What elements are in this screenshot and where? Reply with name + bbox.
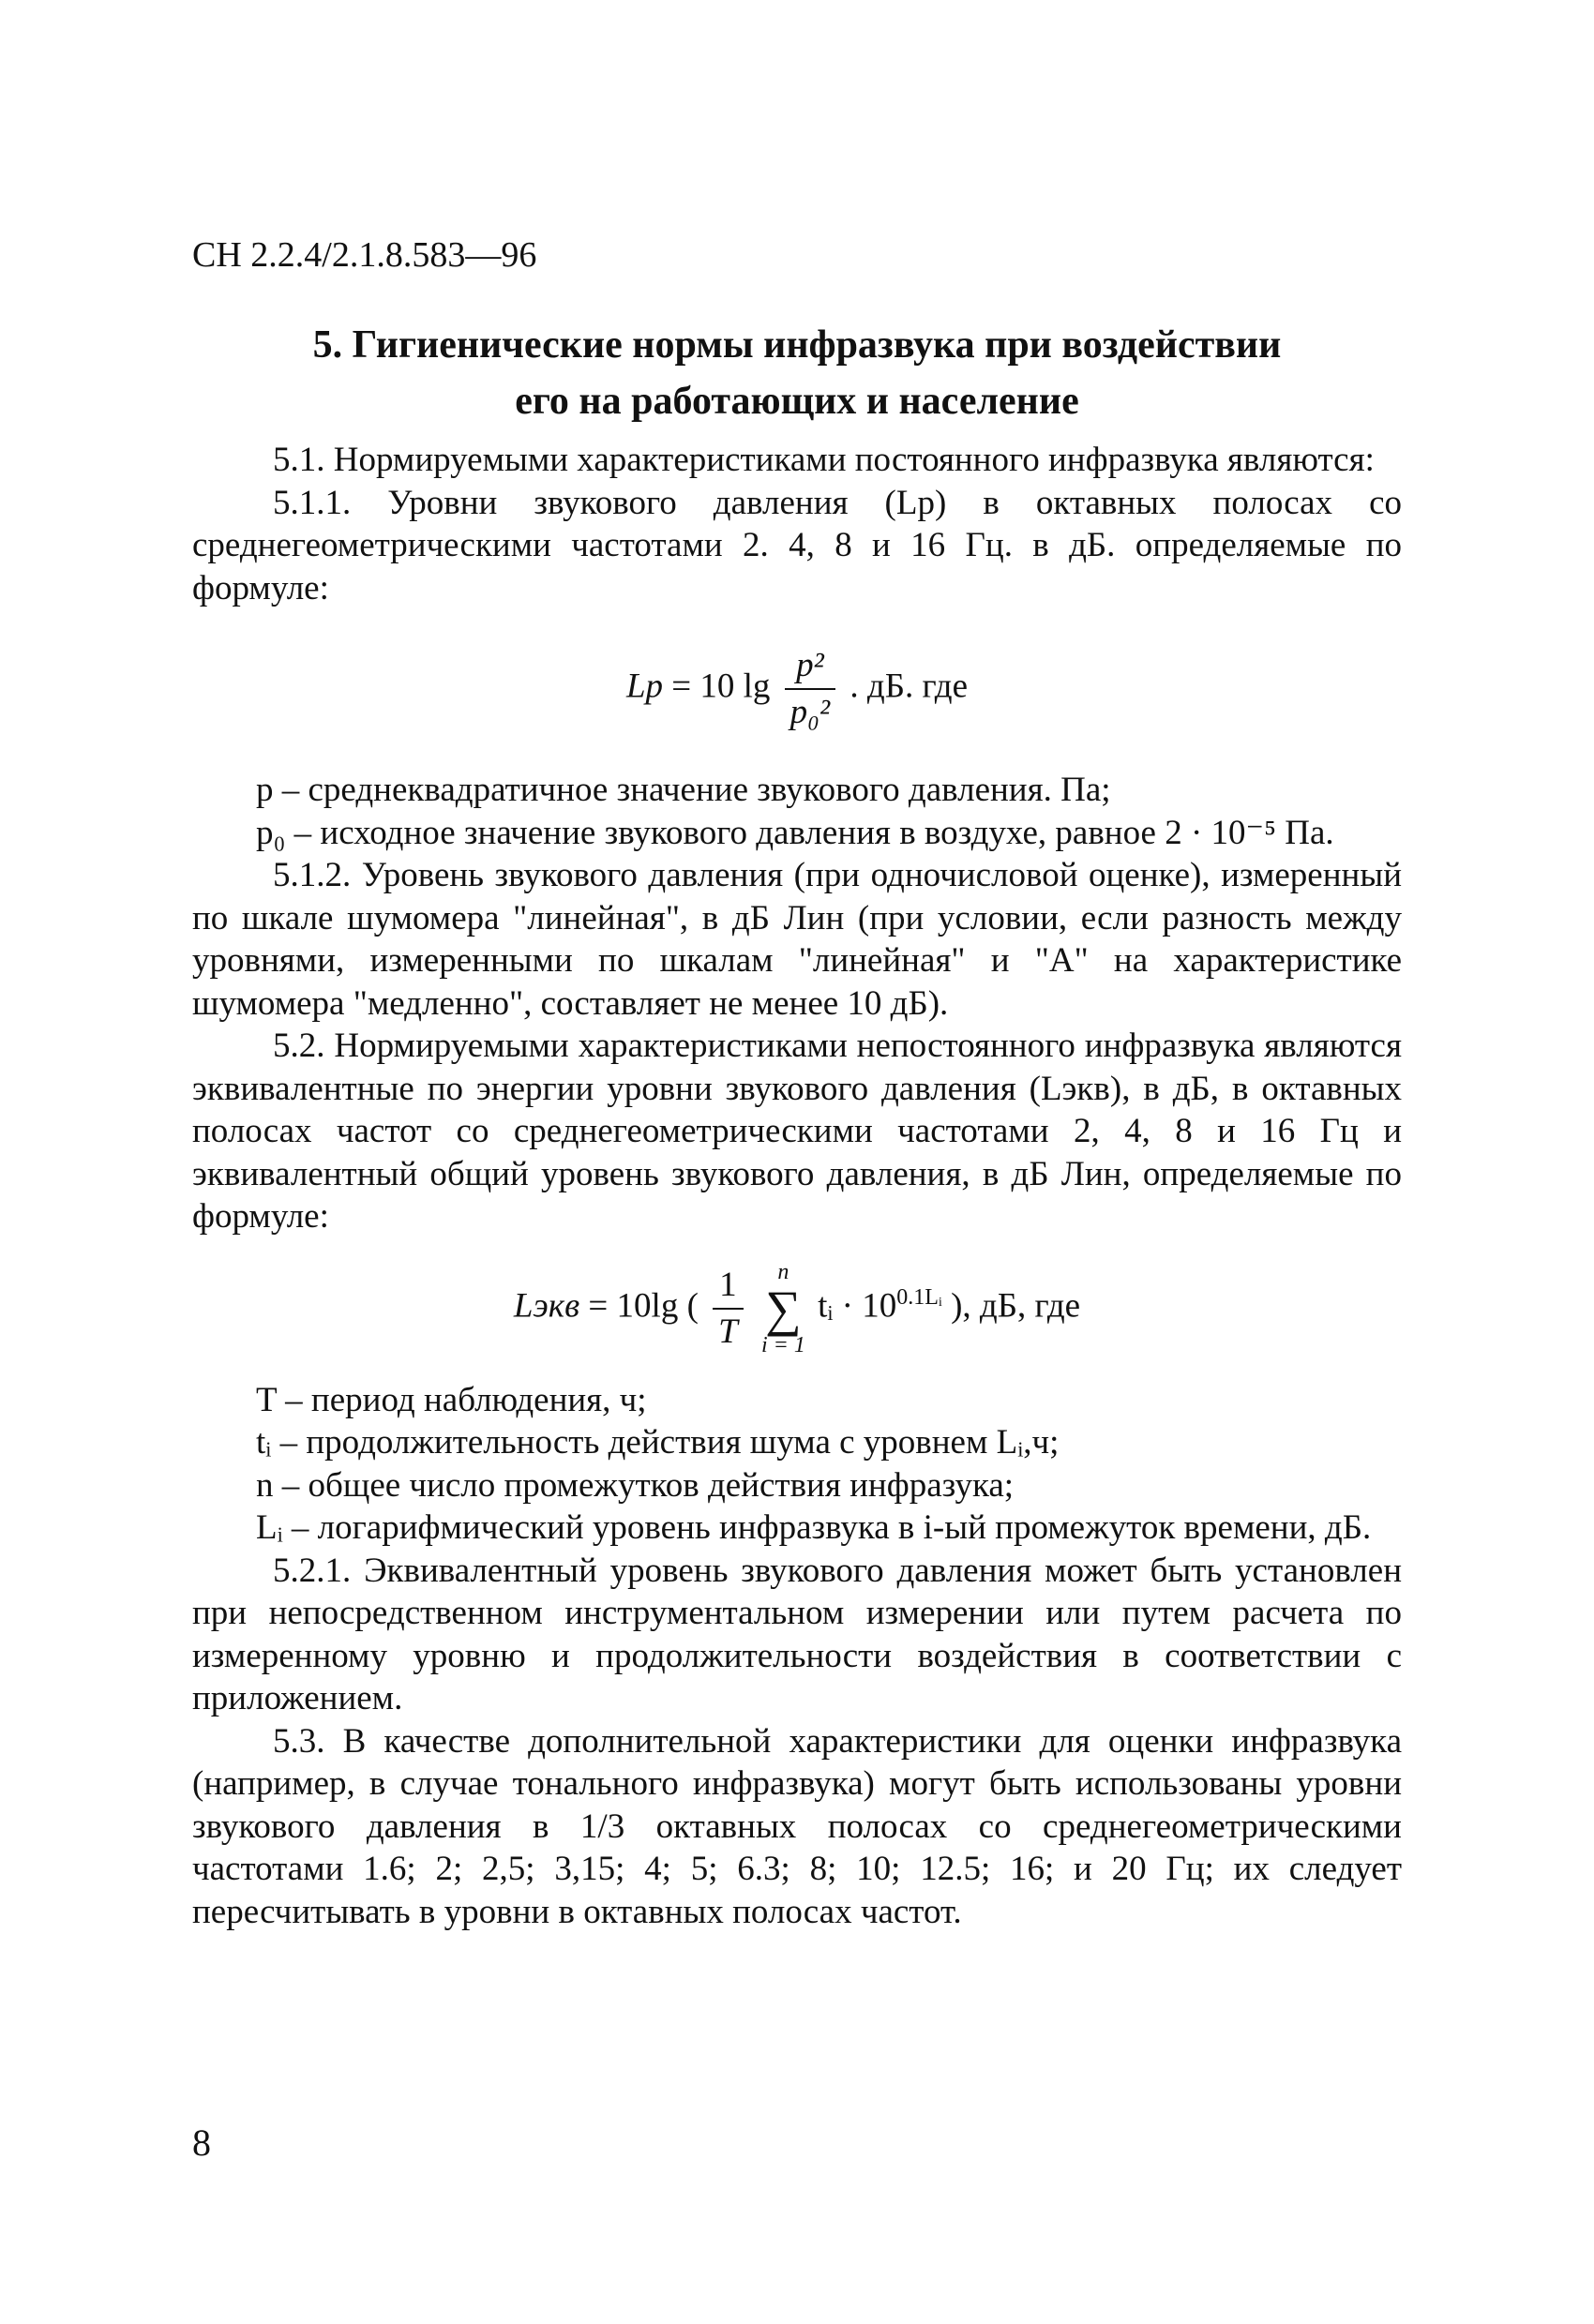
definition-p0: p₀ – исходное значение звукового давления в воздухе, равное 2 · 10⁻⁵ Па. [256, 813, 1334, 852]
formula-lp [192, 609, 1402, 769]
formula-leq [192, 1238, 1402, 1379]
formula-leq-sum-bottom: i = 1 [760, 1332, 805, 1357]
formula-lp-fraction [785, 643, 835, 735]
definition-t-period: T – период наблюдения, ч; [256, 1380, 647, 1419]
formula-leq-numerator: 1 [713, 1263, 744, 1310]
document-code: СН 2.2.4/2.1.8.583—96 [192, 235, 537, 275]
page-number: 8 [192, 2122, 211, 2164]
paragraph-5-1-1: 5.1.1. Уровни звукового давления (Lp) в октавных полосах со среднегеометрическими частотами 2. 4, 8 и 16 Гц. в дБ. определяемые по формуле: [192, 483, 1402, 607]
formula-leq-sum [761, 1260, 805, 1357]
definition-n: n – общее число промежутков действия инфразука; [256, 1465, 1015, 1505]
formula-leq-denominator: T [718, 1312, 738, 1351]
formula-leq-tail: ), дБ, где [951, 1285, 1081, 1325]
paragraph-5-2-1: 5.2.1. Эквивалентный уровень звукового давления может быть установлен при непосредственном инструментальном измерении или путем расчета по измеренному уровню и продолжительности воздействия в соответствии с приложением. [192, 1551, 1402, 1717]
formula-lp-numerator: p² [785, 643, 835, 690]
formula-leq-eq: = 10lg ( [588, 1285, 699, 1325]
formula-lp-eq: = 10 lg [671, 667, 771, 706]
formula-leq-exponent: 0.1Lᵢ [896, 1284, 942, 1310]
paragraph-5-1: 5.1. Нормируемыми характеристиками постоянного инфразвука являются: [273, 441, 1375, 479]
paragraph-5-2: 5.2. Нормируемыми характеристиками непостоянного инфразвука являются эквивалентные по энергии уровни звукового давления (Lэкв), в дБ, в октавных полосах частот со среднегеометрическими частотами 2, 4, 8 и 16 Гц и эквивалентный общий уровень звукового давления, в дБ Лин, определяемые по формуле: [192, 1027, 1402, 1236]
definition-li: Lᵢ – логарифмический уровень инфразвука в i-ый промежуток времени, дБ. [256, 1508, 1372, 1547]
section-title-line1: 5. Гигиенические нормы инфразвука при воздействии [312, 323, 1282, 367]
paragraph-5-3: 5.3. В качестве дополнительной характеристики для оценки инфразвука (например, в случае тонального инфразвука) могут быть использованы уровни звукового давления в 1/3 октавных полосах со среднегеометрическими частотами 1.6; 2; 2,5; 3,15; 4; 5; 6.3; 8; 10; 12.5; 16; и 20 Гц; их следует пересчитывать в уровни в октавных полосах частот. [192, 1721, 1402, 1931]
summation-icon: ∑ [765, 1280, 802, 1337]
definition-p: p – среднеквадратичное значение звукового давления. Па; [256, 771, 1111, 809]
formula-lp-denominator: p₀² [789, 693, 831, 731]
formula-leq-sum-top: n [777, 1259, 789, 1284]
definition-t-duration: tᵢ – продолжительность действия шума с уровнем Lᵢ,ч; [256, 1423, 1060, 1462]
paragraph-5-1-2: 5.1.2. Уровень звукового давления (при одночисловой оценке), измеренный по шкале шумомера "линейная", в дБ Лин (при условии, если разность между уровнями, измеренными по шкалам "линейная" и "А" на характеристике шумомера "медленно", составляет не менее 10 дБ). [192, 856, 1402, 1023]
formula-lp-tail: . дБ. где [850, 667, 969, 706]
formula-leq-lhs: Lэкв [513, 1285, 580, 1325]
section-title [192, 317, 1402, 429]
document-body [192, 439, 1402, 1933]
section-title-line2: его на работающих и население [515, 380, 1079, 423]
formula-lp-lhs: Lp [625, 667, 664, 706]
formula-leq-fraction [713, 1263, 744, 1355]
formula-leq-body: tᵢ · 10 [818, 1285, 897, 1325]
